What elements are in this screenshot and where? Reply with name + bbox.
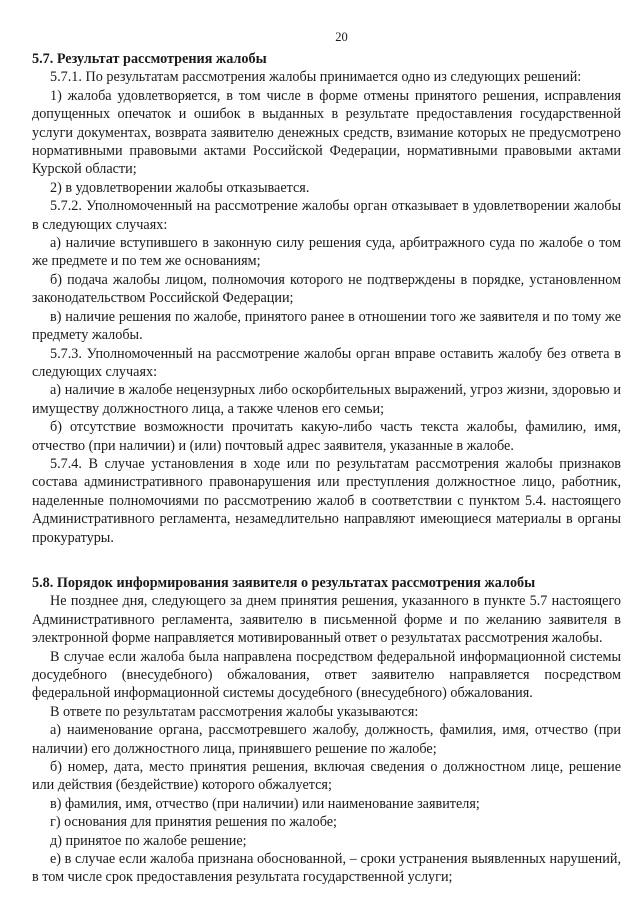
paragraph-5-8-item-e: е) в случае если жалоба признана обоснованной, – сроки устранения выявленных нарушений, в том числе срок предоставления результата государственной услуги;: [32, 851, 621, 886]
paragraph-5-8-item-d: д) принятое по жалобе решение;: [50, 832, 247, 849]
paragraph-5-8-item-a: а) наименование органа, рассмотревшего жалобу, должность, фамилия, имя, отчество (при наличии) его должностного лица, принявшего решение по жалобе;: [32, 722, 621, 757]
paragraph-5-7-2-item-b: б) подача жалобы лицом, полномочия которого не подтверждены в порядке, установленном законодательством Российской Федерации;: [32, 271, 621, 307]
paragraph-5-8-2: В случае если жалоба была направлена посредством федеральной информационной системы досудебного (внесудебного) обжалования, ответ заявителю направляется посредством федеральной информационной системы досудебного (внесудебного) обжалования.: [32, 648, 621, 702]
section-spacer: [32, 547, 621, 574]
paragraph-5-7-1-item-1: 1) жалоба удовлетворяется, в том числе в форме отмены принятого решения, исправления допущенных опечаток и ошибок в выданных в результате предоставления государственной услуги документах, возврата заявителю денежных средств, взимание которых не предусмотрено нормативными правовыми актами Российской Федерации, нормативными правовыми актами Курской области;: [32, 87, 621, 178]
paragraph-5-7-1-item-2: 2) в удовлетворении жалобы отказывается.: [50, 179, 310, 196]
paragraph-5-7-3-item-a: а) наличие в жалобе нецензурных либо оскорбительных выражений, угроз жизни, здоровью и имуществу должностного лица, а также членов его семьи;: [32, 382, 621, 417]
paragraph-5-8-item-g: г) основания для принятия решения по жалобе;: [50, 814, 337, 831]
paragraph-5-8-1: Не позднее дня, следующего за днем принятия решения, указанного в пункте 5.7 настоящего Административного регламента, заявителю в письменной форме и по желанию заявителя в электронной форме направляется мотивированный ответ о результатах рассмотрения жалобы.: [32, 593, 621, 647]
page-number: 20: [335, 30, 348, 44]
paragraph-5-8-3: В ответе по результатам рассмотрения жалобы указываются:: [50, 703, 419, 720]
paragraph-5-8-item-b: б) номер, дата, место принятия решения, включая сведения о должностном лице, решение или действия (бездействие) которого обжалуется;: [32, 759, 621, 794]
paragraph-5-8-item-v: в) фамилия, имя, отчество (при наличии) или наименование заявителя;: [50, 795, 480, 812]
paragraph-5-7-2-item-v: в) наличие решения по жалобе, принятого ранее в отношении того же заявителя и по тому же предмету жалобы.: [32, 308, 621, 344]
paragraph-5-7-3: 5.7.3. Уполномоченный на рассмотрение жалобы орган вправе оставить жалобу без ответа в следующих случаях:: [32, 345, 621, 380]
section-5-8-heading: 5.8. Порядок информирования заявителя о результатах рассмотрения жалобы: [32, 574, 536, 591]
paragraph-5-7-4: 5.7.4. В случае установления в ходе или по результатам рассмотрения жалобы признаков состава административного правонарушения или преступления должностное лицо, работник, наделенные полномочиями по рассмотрению жалоб в соответствии с пунктом 5.4. настоящего Административного регламента, незамедлительно направляют имеющиеся материалы в органы прокуратуры.: [32, 455, 621, 546]
section-5-7-heading: 5.7. Результат рассмотрения жалобы: [32, 51, 267, 67]
paragraph-5-7-3-item-b: б) отсутствие возможности прочитать какую-либо часть текста жалобы, фамилию, имя, отчество (при наличии) и (или) почтовый адрес заявителя, указанные в жалобе.: [32, 419, 621, 454]
paragraph-5-7-2-item-a: а) наличие вступившего в законную силу решения суда, арбитражного суда по жалобе о том же предмете и по тем же основаниям;: [32, 235, 621, 270]
paragraph-5-7-1: 5.7.1. По результатам рассмотрения жалобы принимается одно из следующих решений:: [50, 69, 582, 86]
paragraph-5-7-2: 5.7.2. Уполномоченный на рассмотрение жалобы орган отказывает в удовлетворении жалобы в следующих случаях:: [32, 198, 621, 233]
